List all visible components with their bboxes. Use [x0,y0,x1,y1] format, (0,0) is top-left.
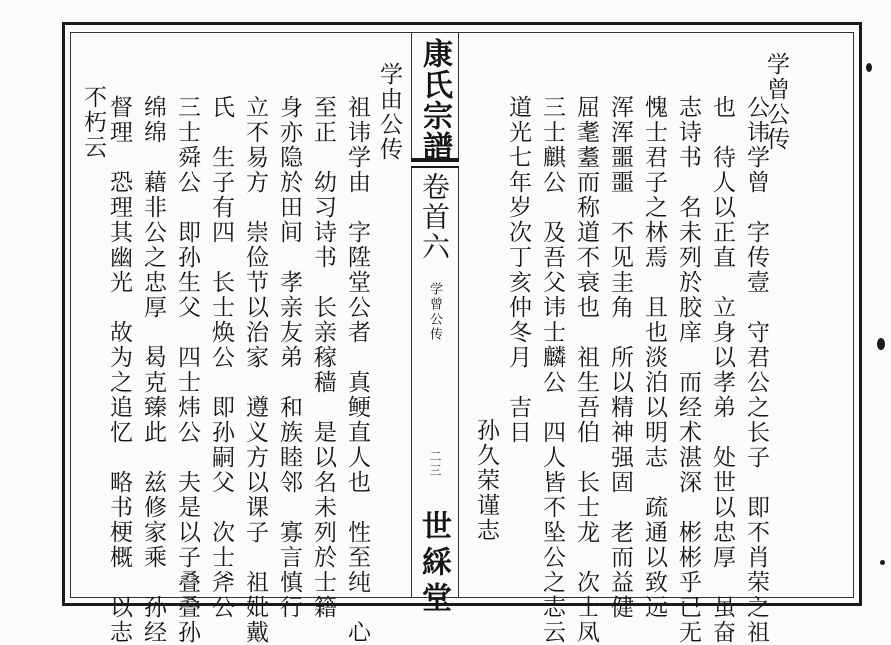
banxin-title: 康氏宗譜 [417,38,452,162]
left-col-1: 学由公传 [376,62,402,162]
banxin-page-number: 二三 [428,450,442,478]
left-col-9: 督理 恐理其幽光 故为之追忆 略书梗概 以志 [106,95,132,645]
left-col-2: 祖讳学由 字陞堂公者 真鲠直人也 性至纯 心 [344,95,370,645]
right-col-signature: 孙久荣谨志 [473,418,499,543]
banxin-page-title: 学曾公传 [427,282,442,342]
right-col-7: 屈耄耋而称道不衰也 祖生吾伯 长士龙 次士凤 [573,95,599,645]
right-col-8: 三士麒公 及吾父讳士麟公 四人皆不坠公之志云 [539,95,565,645]
fish-tail-gap [411,162,459,166]
right-col-6: 浑浑噩噩 不见圭角 所以精神强固 老而益健 [607,95,633,620]
left-col-4: 身亦隐於田间 孝亲友弟 和族睦邻 寡言慎行 [276,95,302,620]
right-col-4: 志诗书 名未列於胶庠 而经术湛深 彬彬乎已无 [675,95,701,645]
scan-mark [880,560,885,565]
left-col-3: 至正 幼习诗书 长亲稼穑 是以名未列於士籍 [310,95,336,620]
right-col-9-date: 道光七年岁次丁亥仲冬月 吉日 [505,95,531,445]
left-col-7: 三士舜公 即孙生父 四士炜公 夫是以子叠叠孙 [174,95,200,645]
left-col-8: 绵绵 藉非公之忠厚 曷克臻此 兹修家乘 孙经 [140,95,166,645]
banxin-hall-name: 世綵堂 [416,510,451,618]
left-col-5: 立不易方 崇俭节以治家 遵义方以课子 祖妣戴 [242,95,268,645]
right-col-1: 学曾公传 [763,52,789,152]
banxin-volume: 卷首六 [418,172,451,262]
right-col-2: 公讳学曾 字传壹 守君公之长子 即不肖荣之祖 [743,95,769,645]
scan-mark [877,338,885,350]
left-col-10: 不朽云 [80,85,106,160]
scan-mark [866,63,872,72]
right-col-3: 也 待人以正直 立身以孝弟 处世以忠厚 虽奋 [709,95,735,645]
left-col-6: 氏 生子有四 长士焕公 即孙嗣父 次士斧公 [208,95,234,620]
right-col-5: 愧士君子之林焉 且也淡泊以明志 疏通以致远 [641,95,667,620]
